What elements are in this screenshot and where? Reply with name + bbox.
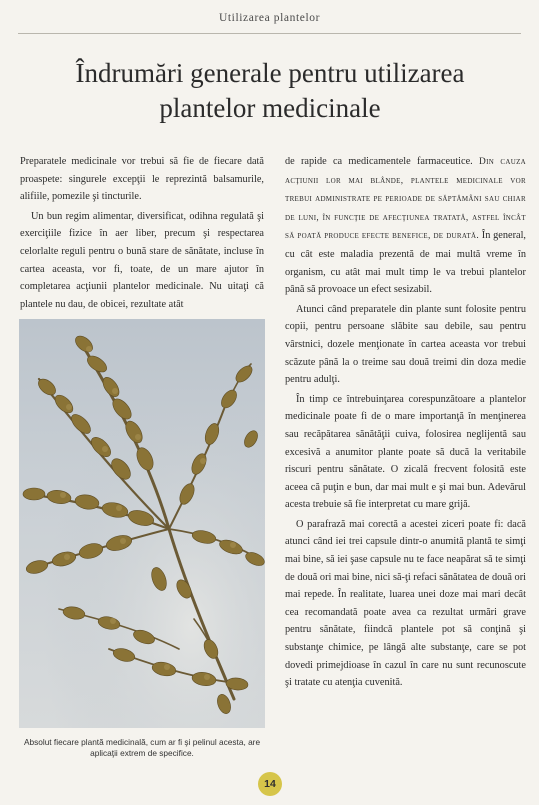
title-line-2: plantelor medicinale [159,93,381,123]
paragraph-start: de rapide ca medicamentele farmaceutice. [285,156,473,167]
paragraph-end: În general, cu cât este maladia prezentă de mai multă vreme în organism, cu atât mai mult timp le va trebui plantelor până să provoace un efect sesizabil. [285,230,526,296]
small-caps-emphasis: Din cauza acţiunii lor mai blânde, plantele medicinale vor trebui administrate pe perioade de săptămâni sau chiar de luni, în funcţie de afecţiunea tratată, astfel încât să poată produce efecte benefice, de durată. [285,157,527,242]
photo-caption: Absolut fiecare plantă medicinală, cum ar fi şi pelinul acesta, are aplicaţii extrem de specifice. [23,737,261,758]
paragraph: Atunci când preparatele din plante sunt folosite pentru copii, pentru persoane slăbite sau debile, sau pentru vârstnici, dozele menţionate în cartea aceasta vor trebui scăzute până la o treime sau două treimi din doza medie pentru adulţi. [285,303,526,386]
running-head: Utilizarea plantelor [218,12,321,24]
right-column [285,153,526,692]
paragraph: O parafrază mai corectă a acestei ziceri poate fi: dacă atunci când iei trei capsule dintr-o anumită plantă te simţi mai bine, să iei şase capsule nu te face neapărat să te simţi de două ori mai bine, nici să-ţi refaci sănătatea de două ori mai repede. În realitate, luarea unei doze mai mari decât cea recomandată poate avea ca rezultat urmări grave pentru sănătate, fiindcă plantele pot să conţină şi substanţe chimice, pe lângă alte substanţe, care se pot dovedi primejdioase în cazul în care nu sunt recunoscute şi tratate cu atenţia cuvenită. [285,518,526,689]
paragraph: Un bun regim alimentar, diversificat, odihna regulată şi exerciţiile fizice în aer liber, precum şi respectarea celorlalte reguli pentru o bună stare de sănătate, incluse în cartea aceasta, vor fi, toate, de un mare ajutor în completarea acţiunii plantelor medicinale. Nu uitaţi că plantele nu dau, de obicei, rezultate atât [20,210,264,310]
paragraph [285,153,526,299]
page-number: 14 [258,772,282,796]
page-title [30,56,510,126]
paragraph: Preparatele medicinale vor trebui să fie de fiecare dată proaspete: singurele excepţii le reprezintă balsamurile, alifiile, pomezile şi tincturile. [20,156,264,203]
left-column [20,153,264,313]
paragraph: În timp ce întrebuinţarea corespunzătoare a plantelor medicinale poate fi de o mare importanţă în menţinerea sau recăpătarea sănătăţii cuiva, folosirea neglijentă sau excesivă a anumitor plante poate să ducă la veritabile riscuri pentru sănătate. O zicală frecvent folosită este aceea că puţin e bun, dar mai mult e şi mai bun. Adevărul acesta trebuie să fie interpretat cu mare grijă. [285,393,526,511]
wormwood-photo [19,319,265,728]
wormwood-plant-illustration [19,319,265,728]
title-line-1: Îndrumări generale pentru utilizarea [75,58,465,88]
header-rule [18,33,521,34]
